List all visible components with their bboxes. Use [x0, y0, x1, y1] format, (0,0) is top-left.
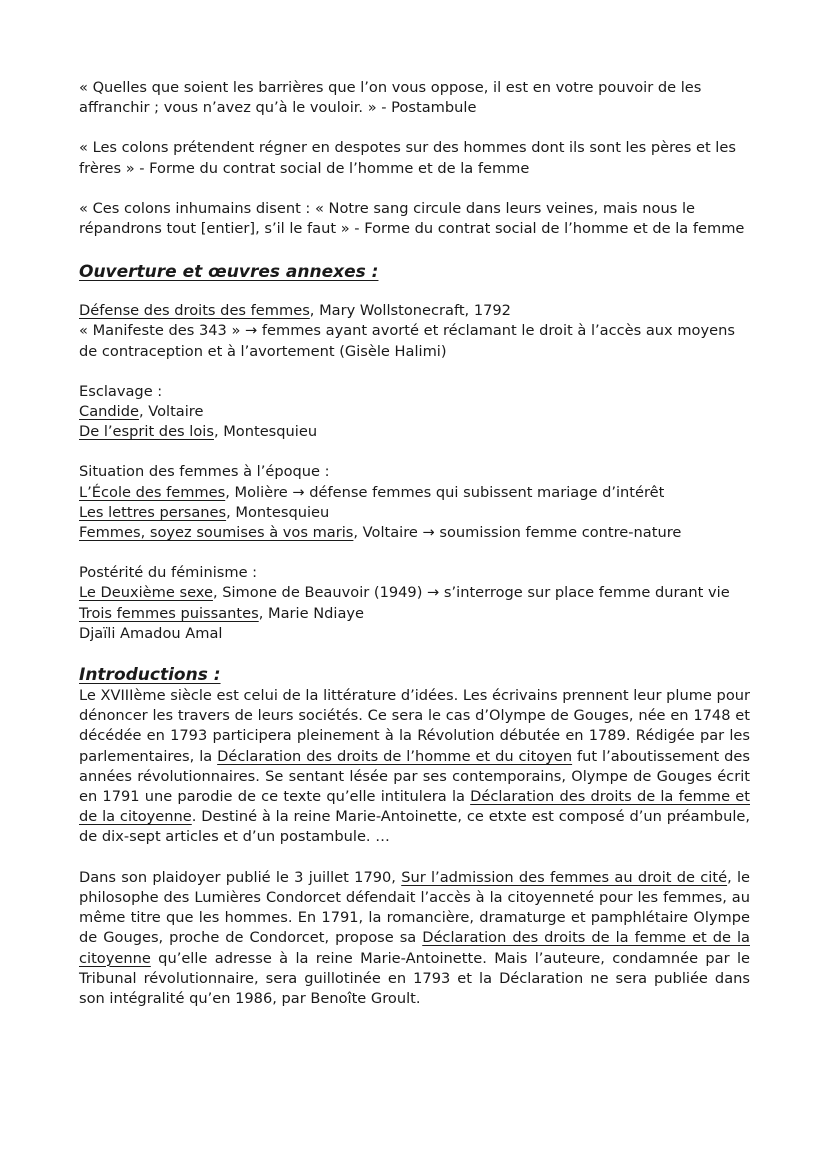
- line-djaili: Djaïli Amadou Amal: [79, 624, 223, 642]
- line-deuxieme-sexe: Le Deuxième sexe, Simone de Beauvoir (1949) → s’interroge sur place femme durant vie: [79, 584, 730, 602]
- title-femmes-soumises: Femmes, soyez soumises à vos maris: [79, 524, 354, 542]
- line-manifeste: « Manifeste des 343 » → femmes ayant avorté et réclamant le droit à l’accès aux moyens de contraception et à l’avortement (Gisèle Halimi): [79, 322, 735, 360]
- line-trois-femmes: Trois femmes puissantes, Marie Ndiaye: [79, 604, 364, 622]
- title-trois-femmes: Trois femmes puissantes: [79, 604, 259, 622]
- title-ecole-des-femmes: L’École des femmes: [79, 483, 226, 501]
- heading-introductions: Introductions :: [79, 665, 221, 686]
- label-posterite: Postérité du féminisme :: [79, 564, 258, 582]
- title-declaration-femme: Déclaration des droits de la femme et de la citoyenne: [79, 788, 750, 826]
- title-declaration-homme: Déclaration des droits de l’homme et du citoyen: [217, 747, 573, 765]
- title-wollstonecraft: Défense des droits des femmes: [79, 302, 310, 320]
- line-ecole-des-femmes: L’École des femmes, Molière → défense femmes qui subissent mariage d’intérêt: [79, 483, 665, 501]
- label-situation: Situation des femmes à l’époque :: [79, 463, 330, 481]
- intro-paragraph-2: Dans son plaidoyer publié le 3 juillet 1790, Sur l’admission des femmes au droit de cité, le philosophe des Lumières Condorcet défendait l’accès à la citoyenneté pour les femmes, au même titre que les hommes. En 1791, la romancière, dramaturge et pamphlétaire Olympe de Gouges, proche de Condorcet, propose sa Déclaration des droits de la femme et de la citoyenne qu’elle adresse à la reine Marie-Antoinette. Mais l’auteure, condamnée par le Tribunal révolutionnaire, sera guillotinée en 1793 et la Déclaration ne sera publiée dans son intégralité qu’en 1986, par Benoîte Groult.: [79, 868, 751, 1007]
- quote-postambule: « Quelles que soient les barrières que l’on vous oppose, il est en votre pouvoir de les affranchir ; vous n’avez qu’à le vouloir. » - Postambule: [79, 79, 702, 117]
- line-candide: Candide, Voltaire: [79, 403, 204, 421]
- intro-paragraph-1: Le XVIIIème siècle est celui de la littérature d’idées. Les écrivains prennent leur plume pour dénoncer les travers de leurs sociétés. Ce sera le cas d’Olympe de Gouges, née en 1748 et décédée en 1793 participera pleinement à la Révolution débutée en 1789. Rédigée par les parlementaires, la Déclaration des droits de l’homme et du citoyen fut l’aboutissement des années révolutionnaires. Se sentant lésée par ses contemporains, Olympe de Gouges écrit en 1791 une parodie de ce texte qu’elle intitulera la Déclaration des droits de la femme et de la citoyenne. Destiné à la reine Marie-Antoinette, ce etxte est composé d’un préambule, de dix-sept articles et d’un postambule. …: [79, 687, 750, 846]
- title-candide: Candide: [79, 403, 139, 421]
- line-femmes-soumises: Femmes, soyez soumises à vos maris, Voltaire → soumission femme contre-nature: [79, 524, 682, 542]
- quote-colons-despotes: « Les colons prétendent régner en despotes sur des hommes dont ils sont les pères et les frères » - Forme du contrat social de l’homme et de la femme: [79, 139, 736, 177]
- title-admission-femmes: Sur l’admission des femmes au droit de cité: [401, 868, 728, 886]
- line-esprit-des-lois: De l’esprit des lois, Montesquieu: [79, 423, 318, 441]
- heading-ouverture: Ouverture et œuvres annexes :: [79, 262, 379, 283]
- line-lettres-persanes: Les lettres persanes, Montesquieu: [79, 503, 330, 521]
- title-esprit-des-lois: De l’esprit des lois: [79, 423, 214, 441]
- line-wollstonecraft: Défense des droits des femmes, Mary Wollstonecraft, 1792: [79, 302, 511, 320]
- title-deuxieme-sexe: Le Deuxième sexe: [79, 584, 213, 602]
- title-lettres-persanes: Les lettres persanes: [79, 503, 227, 521]
- label-esclavage: Esclavage :: [79, 382, 163, 400]
- title-declaration-femme-2: Déclaration des droits de la femme et de la citoyenne: [79, 929, 750, 967]
- quote-colons-inhumains: « Ces colons inhumains disent : « Notre sang circule dans leurs veines, mais nous le répandrons tout [entier], s’il le faut » - Forme du contrat social de l’homme et de la femme: [79, 199, 745, 238]
